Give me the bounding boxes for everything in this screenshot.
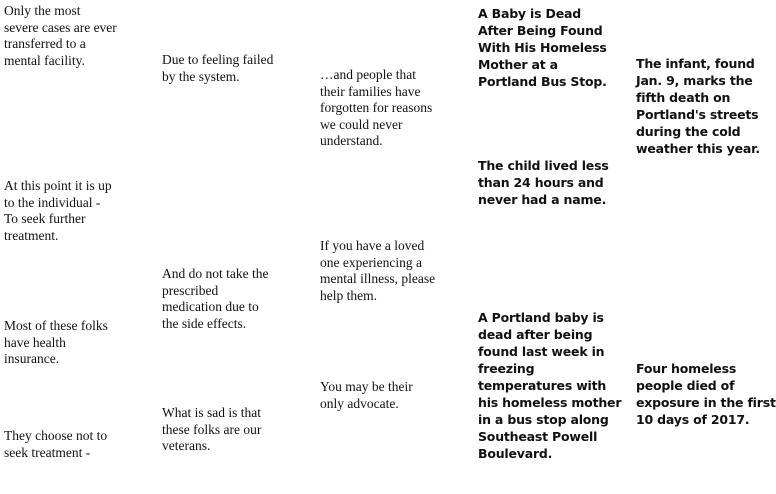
- text-line: to the individual -: [4, 194, 101, 210]
- text-line: Four homeless: [636, 361, 737, 376]
- c4-child-lived-text: [478, 157, 609, 208]
- text-line: seek treatment -: [4, 444, 91, 460]
- text-line: than 24 hours and: [478, 175, 604, 190]
- text-line: by the system.: [162, 68, 240, 84]
- c3-families-forgotten-text: [320, 67, 432, 150]
- c1-severe-cases-text: [4, 3, 117, 69]
- text-line: only advocate.: [320, 395, 399, 411]
- text-line: these folks are our: [162, 421, 262, 437]
- text-line: Boulevard.: [478, 446, 553, 461]
- text-line: severe cases are ever: [4, 19, 117, 35]
- text-line: temperatures with: [478, 378, 607, 393]
- text-line: A Portland baby is: [478, 310, 604, 325]
- text-line: After Being Found: [478, 23, 603, 38]
- text-line: What is sad is that: [162, 405, 261, 420]
- text-line: Most of these folks: [4, 318, 108, 333]
- text-line: mental facility.: [4, 52, 85, 68]
- text-line: At this point it is up: [4, 178, 112, 193]
- text-line: Mother at a: [478, 57, 558, 72]
- text-line: exposure in the first: [636, 395, 776, 410]
- text-line: 10 days of 2017.: [636, 412, 750, 427]
- c1-choose-not-text: [4, 428, 107, 461]
- text-line: A Baby is Dead: [478, 6, 581, 21]
- text-line: dead after being: [478, 327, 593, 342]
- text-line: Jan. 9, marks the: [636, 73, 753, 88]
- text-line: prescribed: [162, 282, 219, 298]
- text-line: help them.: [320, 287, 377, 303]
- text-line: Southeast Powell: [478, 429, 598, 444]
- c2-veterans-text: [162, 405, 261, 455]
- c1-insurance-text: [4, 318, 108, 368]
- text-line: weather this year.: [636, 141, 760, 156]
- text-line: we could never: [320, 116, 403, 132]
- text-line: They choose not to: [4, 428, 108, 443]
- text-line: To seek further: [4, 211, 86, 226]
- text-line: one experiencing a: [320, 254, 422, 270]
- text-line: Portland's streets: [636, 107, 759, 122]
- text-line: insurance.: [4, 351, 60, 366]
- text-line: his homeless mother: [478, 395, 622, 410]
- text-line: freezing: [478, 361, 535, 376]
- c4-article-body-text: [478, 309, 621, 462]
- c5-infant-found-text: [636, 55, 760, 157]
- text-line: have health: [4, 334, 66, 350]
- c5-four-homeless-text: [636, 360, 776, 428]
- text-line: If you have a loved: [320, 238, 425, 253]
- c2-medication-text: [162, 266, 268, 332]
- text-line: their families have: [320, 83, 421, 99]
- text-line: never had a name.: [478, 192, 607, 207]
- text-line: understand.: [320, 133, 383, 148]
- text-line: transferred to a: [4, 36, 86, 51]
- c4-headline-text: [478, 5, 607, 90]
- text-line: The child lived less: [478, 158, 609, 173]
- c3-advocate-text: [320, 379, 413, 412]
- text-line: fifth death on: [636, 90, 731, 105]
- text-line: during the cold: [636, 124, 741, 139]
- c3-loved-one-text: [320, 238, 435, 304]
- text-line: Due to feeling failed: [162, 52, 274, 67]
- text-line: in a bus stop along: [478, 412, 609, 427]
- c2-failed-system-text: [162, 52, 273, 85]
- text-line: mental illness, please: [320, 271, 436, 286]
- text-line: And do not take the: [162, 266, 269, 281]
- c1-individual-text: [4, 178, 112, 244]
- text-line: veterans.: [162, 438, 211, 453]
- text-line: The infant, found: [636, 56, 755, 71]
- text-line: Portland Bus Stop.: [478, 74, 607, 89]
- text-line: forgotten for reasons: [320, 100, 433, 115]
- text-line: treatment.: [4, 227, 59, 243]
- text-line: medication due to: [162, 299, 259, 314]
- text-line: people died of: [636, 378, 735, 393]
- text-line: You may be their: [320, 379, 413, 394]
- text-line: the side effects.: [162, 315, 247, 331]
- text-line: With His Homeless: [478, 40, 607, 55]
- text-line: found last week in: [478, 344, 605, 359]
- text-line: Only the most: [4, 3, 81, 18]
- text-line: …and people that: [320, 67, 416, 82]
